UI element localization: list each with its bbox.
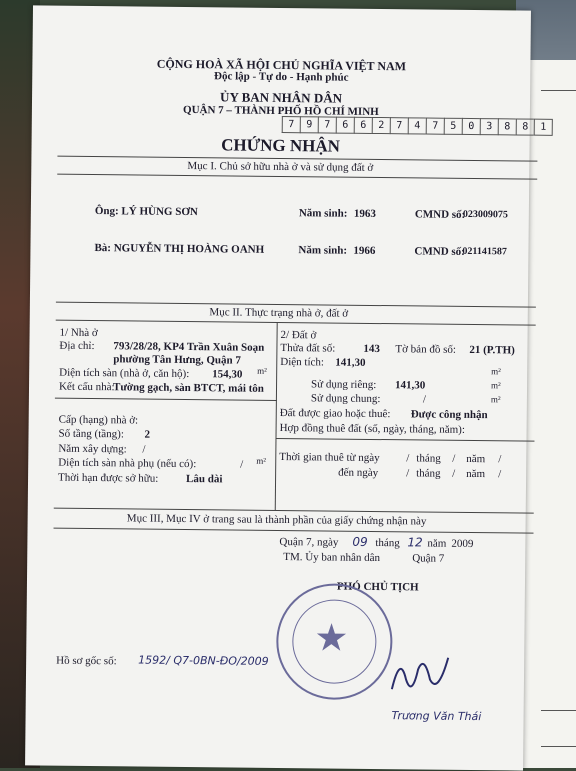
serial-digit: 4 bbox=[408, 117, 426, 134]
aux-area-label: Diện tích sàn nhà phụ (nếu có): bbox=[58, 456, 197, 471]
section2-heading: Mục II. Thực trạng nhà ở, đất ở bbox=[209, 306, 349, 320]
lease-from-label: Thời gian thuê từ ngày bbox=[279, 450, 380, 465]
serial-digit: 6 bbox=[336, 117, 354, 134]
divider bbox=[54, 528, 534, 534]
serial-digit: 6 bbox=[354, 117, 372, 134]
slash: / bbox=[452, 452, 456, 465]
parcel-value: 143 bbox=[363, 342, 380, 356]
grade-label: Cấp (hạng) nhà ở: bbox=[58, 413, 139, 427]
private-use-label: Sử dụng riêng: bbox=[310, 378, 377, 392]
owner1-birth: 1963 bbox=[353, 207, 376, 220]
owner2-id: 021141587 bbox=[462, 245, 507, 258]
owner1-name: Ông: LÝ HÙNG SƠN bbox=[94, 205, 198, 219]
address-label: Địa chỉ: bbox=[59, 339, 95, 353]
private-use-unit: m² bbox=[491, 380, 501, 391]
address-line1: 793/28/28, KP4 Trần Xuân Soạn bbox=[113, 340, 265, 354]
serial-digit: 7 bbox=[426, 118, 444, 135]
signer-role: PHÓ CHỦ TỊCH bbox=[336, 580, 419, 594]
aux-area-unit: m² bbox=[256, 455, 267, 466]
signing-month-label: tháng bbox=[375, 537, 400, 550]
signing-org: TM. Ủy ban nhân dân bbox=[283, 551, 381, 565]
serial-digit: 7 bbox=[390, 117, 408, 134]
common-use-unit: m² bbox=[490, 394, 501, 405]
serial-number bbox=[282, 116, 553, 136]
owner2-birth-label: Năm sinh: bbox=[298, 244, 348, 257]
lease-to-year-label: năm bbox=[466, 467, 486, 481]
serial-digit: 2 bbox=[372, 117, 390, 134]
common-use-label: Sử dụng chung: bbox=[310, 392, 381, 406]
file-number: 1592/ Q7-0BN-ĐO/2009 bbox=[138, 653, 269, 668]
term-label: Thời hạn được sở hữu: bbox=[58, 471, 159, 485]
serial-digit: 8 bbox=[516, 118, 534, 135]
private-use-value: 141,30 bbox=[394, 379, 426, 392]
signing-month: 12 bbox=[407, 535, 423, 550]
floors-label: Số tầng (tầng): bbox=[58, 427, 124, 441]
term-value: Lâu dài bbox=[185, 473, 223, 486]
floor-area-value: 154,30 bbox=[212, 368, 243, 381]
owner1-birth-label: Năm sinh: bbox=[298, 207, 348, 220]
owner2-name: Bà: NGUYỄN THỊ HOÀNG OANH bbox=[94, 242, 265, 256]
owner1-id-label: CMND số: bbox=[414, 208, 466, 221]
signature-mark bbox=[390, 649, 461, 700]
file-label: Hồ sơ gốc số: bbox=[56, 654, 117, 668]
lease-from-month-label: tháng bbox=[416, 452, 441, 465]
slash: / bbox=[406, 467, 410, 480]
serial-digit: 1 bbox=[534, 119, 553, 136]
signing-year-label: năm bbox=[427, 537, 447, 550]
house-label: 1/ Nhà ở bbox=[59, 326, 98, 340]
map-value: 21 (P.TH) bbox=[469, 343, 515, 357]
address-line2: phường Tân Hưng, Quận 7 bbox=[113, 353, 241, 367]
land-area-label: Diện tích: bbox=[280, 356, 325, 369]
footer-note: Mục III, Mục IV ở trang sau là thành phần của giấy chứng nhận này bbox=[126, 512, 427, 528]
serial-digit: 7 bbox=[282, 116, 300, 133]
land-label: 2/ Đất ở bbox=[280, 329, 317, 342]
nation-title: CỘNG HOÀ XÃ HỘI CHỦ NGHĨA VIỆT NAM bbox=[156, 56, 407, 74]
year-built-value: / bbox=[142, 443, 146, 456]
structure-value: Tường gạch, sàn BTCT, mái tôn bbox=[112, 381, 265, 395]
district-name: QUẬN 7 – THÀNH PHỐ HỒ CHÍ MINH bbox=[183, 103, 379, 119]
serial-digit: 9 bbox=[300, 116, 318, 133]
lease-to-label: đến ngày bbox=[338, 466, 379, 480]
serial-digit: 7 bbox=[318, 116, 336, 133]
slash: / bbox=[498, 453, 502, 466]
owner2-id-label: CMND số: bbox=[414, 245, 465, 258]
slash: / bbox=[452, 467, 456, 480]
floor-area-label: Diện tích sàn (nhà ở, căn hộ): bbox=[59, 366, 190, 381]
section1-heading: Mục I. Chủ sở hữu nhà ở và sử dụng đất ở bbox=[187, 160, 374, 174]
divider bbox=[55, 398, 277, 401]
signing-day: 09 bbox=[352, 534, 368, 549]
land-area-unit: m² bbox=[491, 366, 501, 377]
serial-digit: 3 bbox=[480, 118, 498, 135]
motto: Độc lập - Tự do - Hạnh phúc bbox=[213, 70, 349, 84]
serial-digit: 0 bbox=[462, 118, 480, 135]
common-use-value: / bbox=[422, 393, 427, 406]
year-built-label: Năm xây dựng: bbox=[58, 442, 127, 456]
land-area-value: 141,30 bbox=[335, 356, 366, 369]
column-divider bbox=[275, 322, 278, 510]
divider bbox=[275, 438, 534, 442]
parcel-label: Thửa đất số: bbox=[280, 342, 336, 355]
serial-digit: 8 bbox=[498, 118, 516, 135]
floor-area-unit: m² bbox=[257, 365, 267, 376]
serial-digit: 5 bbox=[444, 118, 462, 135]
lease-contract-label: Hợp đồng thuê đất (số, ngày, tháng, năm): bbox=[279, 421, 466, 436]
lease-to-month-label: tháng bbox=[416, 467, 441, 480]
floors-value: 2 bbox=[144, 428, 151, 441]
certificate-title: CHỨNG NHẬN bbox=[221, 135, 341, 156]
lease-from-year-label: năm bbox=[466, 452, 486, 466]
council-name: ỦY BAN NHÂN DÂN bbox=[220, 89, 343, 106]
owner1-id: 023009075 bbox=[462, 208, 508, 221]
signing-year: 2009 bbox=[451, 537, 474, 551]
slash: / bbox=[498, 468, 502, 481]
official-seal-stamp: ★ bbox=[276, 583, 393, 700]
allocation-value: Được công nhận bbox=[410, 408, 488, 422]
map-label: Tờ bản đồ số: bbox=[395, 343, 457, 356]
slash: / bbox=[406, 452, 410, 465]
aux-area-value: / bbox=[240, 458, 244, 471]
structure-label: Kết cấu nhà: bbox=[58, 380, 115, 394]
allocation-label: Đất được giao hoặc thuê: bbox=[279, 406, 391, 421]
signer-name: Trương Văn Thái bbox=[391, 709, 482, 724]
owner2-birth: 1966 bbox=[353, 244, 376, 257]
signing-org-district: Quận 7 bbox=[412, 552, 445, 565]
certificate-page bbox=[25, 5, 547, 770]
signing-place-date: Quận 7, ngày bbox=[279, 536, 339, 549]
